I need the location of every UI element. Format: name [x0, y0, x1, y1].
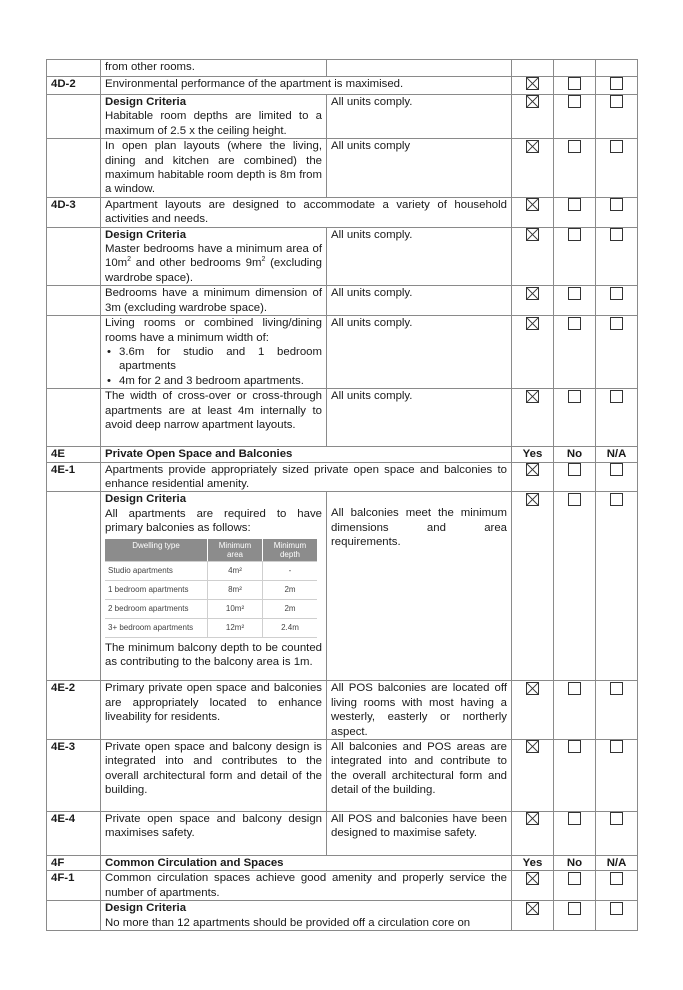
table-row [47, 739, 638, 811]
response-text: All units comply. [327, 286, 512, 316]
table-row [47, 871, 638, 901]
table-row [47, 492, 638, 681]
dwelling-type: 1 bedroom apartments [105, 580, 208, 599]
minimum-depth: 2m [263, 599, 318, 618]
table-row [47, 286, 638, 316]
na-checkbox[interactable] [610, 198, 623, 211]
response-text: All POS and balconies have been designed to maximise safety. [327, 811, 512, 855]
header-dwelling-type: Dwelling type [105, 539, 208, 562]
table-row [47, 139, 638, 198]
row-code: 4D-2 [47, 77, 101, 95]
design-criteria-heading: Design Criteria [105, 228, 187, 241]
section-title: Common Circulation and Spaces [101, 855, 512, 870]
minimum-area: 12m² [208, 618, 263, 637]
mini-table-row [105, 580, 317, 599]
no-checkbox[interactable] [568, 228, 581, 241]
yes-checkbox-checked[interactable] [526, 390, 539, 403]
design-criteria-heading: Design Criteria [105, 902, 187, 915]
response-text: All balconies meet the minimum dimensions and area requirements. [327, 492, 512, 681]
criteria-text: No more than 12 apartments should be provided off a circulation core on [105, 916, 471, 929]
response-text: All units comply. [327, 227, 512, 286]
criteria-text: Private open space and balcony design maximises safety. [101, 811, 327, 855]
design-criteria-heading: Design Criteria [105, 493, 187, 506]
header-minimum-area: Minimum area [208, 539, 263, 562]
minimum-area: 4m² [208, 561, 263, 580]
response-text: All units comply [327, 139, 512, 198]
superscript: 2 [261, 256, 266, 264]
row-code: 4E-4 [47, 811, 101, 855]
criteria-text: In open plan layouts (where the living, dining and kitchen are combined) the maximum habitable room depth is 8m from a window. [101, 139, 327, 198]
section-title: Private Open Space and Balconies [101, 447, 512, 462]
yes-checkbox-checked[interactable] [526, 140, 539, 153]
criteria-text: Private open space and balcony design is integrated into and contributes to the overall architectural form and detail of the building. [101, 739, 327, 811]
table-row [47, 901, 638, 931]
criteria-cell [101, 316, 327, 389]
row-code: 4E-2 [47, 681, 101, 740]
design-criteria-heading: Design Criteria [105, 96, 187, 108]
yes-checkbox-checked[interactable] [526, 77, 539, 90]
row-code: 4F-1 [47, 871, 101, 901]
section-header-row [47, 855, 638, 870]
na-checkbox[interactable] [610, 812, 623, 825]
no-checkbox[interactable] [568, 140, 581, 153]
yes-checkbox-checked[interactable] [526, 463, 539, 476]
no-checkbox[interactable] [568, 95, 581, 108]
objective-text: Environmental performance of the apartment is maximised. [101, 77, 512, 95]
na-checkbox[interactable] [610, 228, 623, 241]
criteria-text: Primary private open space and balconies are appropriately located to enhance liveability for residents. [101, 681, 327, 740]
objective-text: Apartments provide appropriately sized private open space and balconies to enhance residential amenity. [101, 462, 512, 492]
no-checkbox[interactable] [568, 287, 581, 300]
no-checkbox[interactable] [568, 812, 581, 825]
objective-text: Apartment layouts are designed to accommodate a variety of household activities and needs. [101, 197, 512, 227]
table-row [47, 60, 638, 77]
na-checkbox[interactable] [610, 390, 623, 403]
row-code: 4D-3 [47, 197, 101, 227]
na-checkbox[interactable] [610, 95, 623, 108]
criteria-cell [101, 901, 512, 931]
minimum-area: 10m² [208, 599, 263, 618]
criteria-text: Living rooms or combined living/dining rooms have a minimum width of: [105, 317, 322, 344]
row-code: 4E-3 [47, 739, 101, 811]
criteria-cell [101, 227, 327, 286]
no-column-header: No [554, 855, 596, 870]
table-row [47, 95, 638, 139]
header-minimum-depth: Minimum depth [263, 539, 318, 562]
criteria-text: from other rooms. [101, 60, 327, 77]
no-checkbox[interactable] [568, 77, 581, 90]
objective-text: Common circulation spaces achieve good amenity and properly service the number of apartments. [101, 871, 512, 901]
criteria-text: Bedrooms have a minimum dimension of 3m (excluding wardrobe space). [101, 286, 327, 316]
section-code: 4E [47, 447, 101, 462]
yes-checkbox-checked[interactable] [526, 317, 539, 330]
response-text: All balconies and POS areas are integrated into and contribute to the overall architectural form and detail of the building. [327, 739, 512, 811]
criteria-text: All apartments are required to have primary balconies as follows: [105, 507, 322, 535]
na-checkbox[interactable] [610, 902, 623, 915]
section-code: 4F [47, 855, 101, 870]
mini-table-row [105, 561, 317, 580]
criteria-text: and other bedrooms 9m [131, 257, 262, 270]
response-text: All POS balconies are located off living rooms with most having a westerly, easterly or northerly aspect. [327, 681, 512, 740]
na-checkbox[interactable] [610, 140, 623, 153]
yes-column-header: Yes [512, 855, 554, 870]
table-row [47, 77, 638, 95]
no-checkbox[interactable] [568, 872, 581, 885]
no-checkbox[interactable] [568, 740, 581, 753]
criteria-cell [101, 95, 327, 139]
compliance-table [46, 59, 638, 931]
table-row [47, 227, 638, 286]
yes-checkbox-checked[interactable] [526, 902, 539, 915]
criteria-text: The minimum balcony depth to be counted as contributing to the balcony area is 1m. [105, 641, 322, 668]
section-header-row [47, 447, 638, 462]
na-checkbox[interactable] [610, 463, 623, 476]
yes-checkbox-checked[interactable] [526, 287, 539, 300]
yes-checkbox-checked[interactable] [526, 198, 539, 211]
mini-table-row [105, 599, 317, 618]
dwelling-type: Studio apartments [105, 561, 208, 580]
table-row [47, 389, 638, 447]
balcony-dimensions-table [105, 539, 317, 638]
yes-checkbox-checked[interactable] [526, 682, 539, 695]
minimum-depth: - [263, 561, 318, 580]
dwelling-type: 3+ bedroom apartments [105, 618, 208, 637]
table-row [47, 462, 638, 492]
table-row [47, 681, 638, 740]
dwelling-type: 2 bedroom apartments [105, 599, 208, 618]
no-checkbox[interactable] [568, 463, 581, 476]
response-text: All units comply. [327, 316, 512, 389]
response-text: All units comply. [327, 95, 512, 139]
criteria-text: (excluding wardrobe space). [105, 257, 322, 284]
minimum-area: 8m² [208, 580, 263, 599]
yes-column-header: Yes [512, 447, 554, 462]
response-text: All units comply. [327, 389, 512, 447]
bullet-list [105, 345, 322, 388]
superscript: 2 [127, 256, 132, 264]
yes-checkbox-checked[interactable] [526, 812, 539, 825]
table-row [47, 197, 638, 227]
no-checkbox[interactable] [568, 317, 581, 330]
na-checkbox[interactable] [610, 77, 623, 90]
row-code: 4E-1 [47, 462, 101, 492]
na-checkbox[interactable] [610, 493, 623, 506]
minimum-depth: 2m [263, 580, 318, 599]
na-checkbox[interactable] [610, 872, 623, 885]
no-column-header: No [554, 447, 596, 462]
na-checkbox[interactable] [610, 317, 623, 330]
criteria-cell [101, 492, 327, 681]
no-checkbox[interactable] [568, 682, 581, 695]
yes-checkbox-checked[interactable] [526, 493, 539, 506]
na-checkbox[interactable] [610, 287, 623, 300]
table-row [47, 811, 638, 855]
mini-table-row [105, 618, 317, 637]
yes-checkbox-checked[interactable] [526, 228, 539, 241]
criteria-text: Master bedrooms have a minimum area of 10m [105, 243, 322, 270]
yes-checkbox-checked[interactable] [526, 95, 539, 108]
no-checkbox[interactable] [568, 493, 581, 506]
na-column-header: N/A [596, 855, 638, 870]
no-checkbox[interactable] [568, 390, 581, 403]
yes-checkbox-checked[interactable] [526, 872, 539, 885]
list-item: • 4m for 2 and 3 bedroom apartments. [105, 374, 322, 388]
criteria-text: The width of cross-over or cross-through apartments are at least 4m internally to avoid deep narrow apartment layouts. [101, 389, 327, 447]
na-checkbox[interactable] [610, 682, 623, 695]
list-item: • 3.6m for studio and 1 bedroom apartments [105, 345, 322, 374]
na-checkbox[interactable] [610, 740, 623, 753]
criteria-text: Habitable room depths are limited to a maximum of 2.5 x the ceiling height. [105, 110, 322, 137]
na-column-header: N/A [596, 447, 638, 462]
yes-checkbox-checked[interactable] [526, 740, 539, 753]
mini-table-header [105, 539, 317, 562]
minimum-depth: 2.4m [263, 618, 318, 637]
no-checkbox[interactable] [568, 198, 581, 211]
no-checkbox[interactable] [568, 902, 581, 915]
table-row [47, 316, 638, 389]
